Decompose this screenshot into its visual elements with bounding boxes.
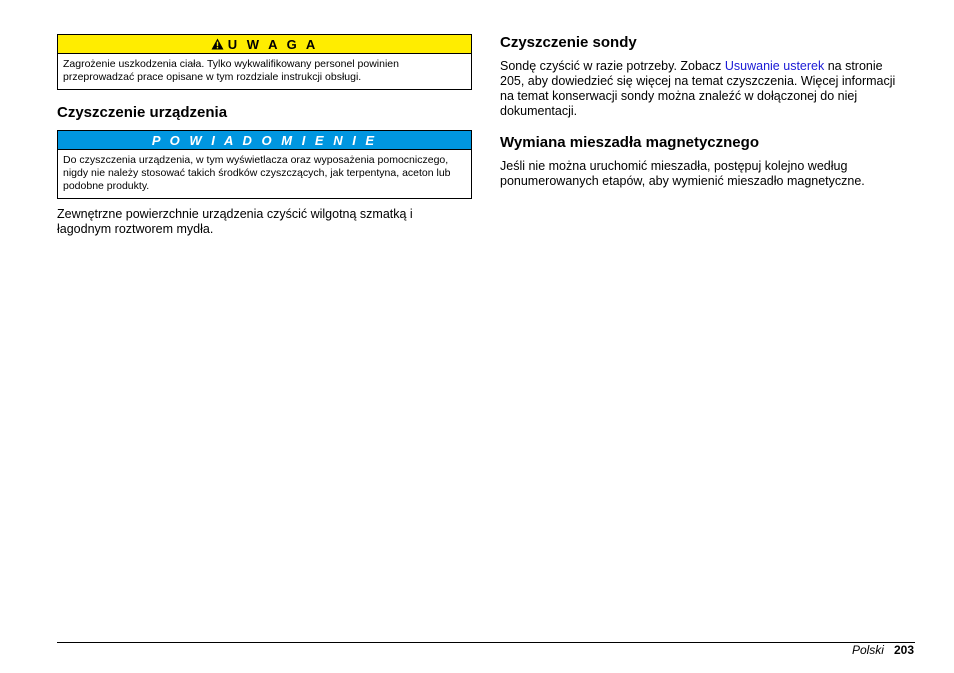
right-column [500,34,915,189]
notice-header [58,131,471,150]
device-cleaning-body: Zewnętrzne powierzchnie urządzenia czyścić wilgotną szmatką i łagodnym roztworem mydła. [57,207,413,236]
warning-triangle-icon [211,38,224,50]
notice-text: Do czyszczenia urządzenia, w tym wyświetlacza oraz wyposażenia pomocniczego, nigdy nie należy stosować takich środków czyszczących, jak terpentyna, aceton lub podobne produkty. [63,154,451,192]
warning-text: Zagrożenie uszkodzenia ciała. Tylko wykwalifikowany personel powinien przeprowadzać prace opisane w tym rozdziale instrukcji obsługi. [63,58,399,83]
notice-label: P O W I A D O M I E N I E [151,132,378,148]
section-title-probe-cleaning: Czyszczenie sondy [500,34,637,51]
footer [852,643,914,657]
section-title-stirrer-replacement: Wymiana mieszadła magnetycznego [500,134,759,151]
notice-box [57,130,472,199]
warning-label: U W A G A [227,36,319,52]
footer-rule [57,642,915,643]
section-title-device-cleaning: Czyszczenie urządzenia [57,104,228,121]
stirrer-replacement-body: Jeśli nie można uruchomić mieszadła, postępuj kolejno według ponumerowanych etapów, aby wymienić mieszadło magnetyczne. [500,159,865,188]
probe-cleaning-body [500,59,900,119]
troubleshooting-link[interactable]: Usuwanie usterek [724,59,825,73]
left-column [57,34,472,237]
footer-language: Polski [851,643,884,657]
probe-body-part1: Sondę czyścić w razie potrzeby. Zobacz [500,59,725,73]
footer-page-number: 203 [893,643,914,657]
probe-body-part2: na stronie 205, aby dowiedzieć się więcej na temat czyszczenia. Więcej informacji na temat konserwacji sondy można znaleźć w dołączonej do niej dokumentacji. [500,59,896,118]
warning-header [58,35,471,54]
warning-box [57,34,472,90]
